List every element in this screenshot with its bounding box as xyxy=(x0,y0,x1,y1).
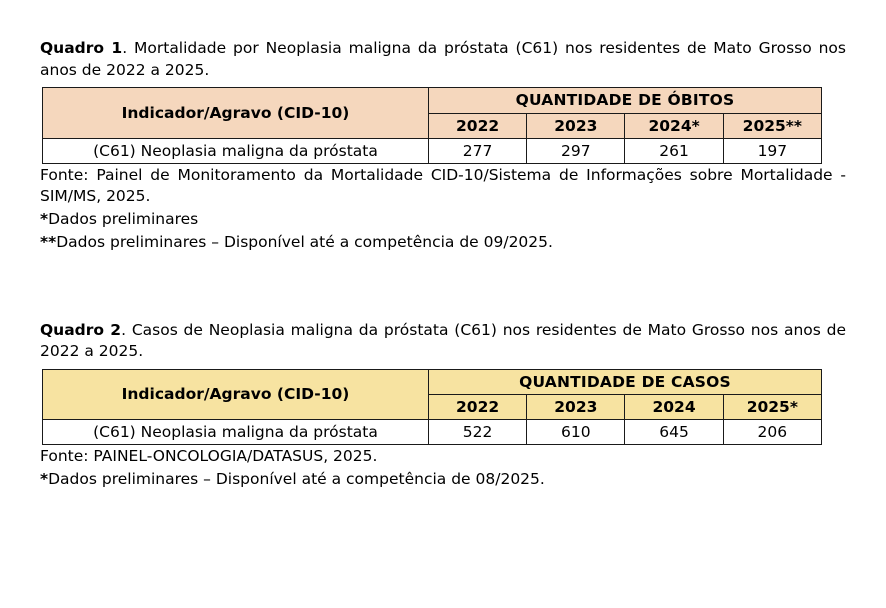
quadro-2-value-2022: 522 xyxy=(428,420,526,445)
quadro-2-table xyxy=(42,369,822,445)
quadro-2-year-2025: 2025* xyxy=(723,395,821,420)
quadro-2-year-2024: 2024 xyxy=(625,395,723,420)
quadro-1-value-2024: 261 xyxy=(625,138,723,163)
table-header-row xyxy=(43,88,822,113)
quadro-1-note-1-marker: * xyxy=(40,210,49,229)
quadro-1-source: Fonte: Painel de Monitoramento da Mortalidade CID-10/Sistema de Informações sobre Mortalidade - SIM/MS, 2025. xyxy=(40,165,846,206)
quadro-1-year-2025: 2025** xyxy=(723,113,821,138)
quadro-1-table xyxy=(42,87,822,163)
quadro-1-caption-text: . Mortalidade por Neoplasia maligna da próstata (C61) nos residentes de Mato Grosso nos anos de 2022 a 2025. xyxy=(40,39,846,79)
quadro-1-header-indicator: Indicador/Agravo (CID-10) xyxy=(43,88,429,138)
quadro-2-caption-label: Quadro 2 xyxy=(40,320,122,339)
quadro-1-note-2 xyxy=(40,232,846,254)
quadro-1-value-2025: 197 xyxy=(723,138,821,163)
quadro-1-block xyxy=(40,38,846,254)
quadro-2-value-2023: 610 xyxy=(527,420,625,445)
quadro-1-caption-label: Quadro 1 xyxy=(40,39,123,57)
quadro-1-row-label: (C61) Neoplasia maligna da próstata xyxy=(43,138,429,163)
quadro-2-year-2023: 2023 xyxy=(527,395,625,420)
table-row xyxy=(43,138,822,163)
quadro-2-year-2022: 2022 xyxy=(428,395,526,420)
quadro-2-value-2025: 206 xyxy=(723,420,821,445)
quadro-1-year-2022: 2022 xyxy=(428,113,526,138)
quadro-2-header-indicator: Indicador/Agravo (CID-10) xyxy=(43,369,429,419)
quadro-1-year-2024: 2024* xyxy=(625,113,723,138)
table-header-row xyxy=(43,369,822,394)
quadro-2-block xyxy=(40,320,846,491)
quadro-1-note-1 xyxy=(40,209,846,231)
quadro-2-row-label: (C61) Neoplasia maligna da próstata xyxy=(43,420,429,445)
quadro-1-caption xyxy=(40,38,846,81)
quadro-2-caption-text: . Casos de Neoplasia maligna da próstata (C61) nos residentes de Mato Grosso nos anos de 2022 a 2025. xyxy=(40,320,846,361)
quadro-1-year-2023: 2023 xyxy=(527,113,625,138)
quadro-1-value-2022: 277 xyxy=(428,138,526,163)
quadro-1-header-span: QUANTIDADE DE ÓBITOS xyxy=(428,88,821,113)
quadro-1-note-1-text: Dados preliminares xyxy=(48,210,199,229)
quadro-2-note-1 xyxy=(40,469,846,491)
quadro-2-header-span: QUANTIDADE DE CASOS xyxy=(428,369,821,394)
quadro-2-note-1-text: Dados preliminares – Disponível até a competência de 08/2025. xyxy=(48,470,545,489)
quadro-2-caption xyxy=(40,320,846,363)
quadro-1-note-2-text: Dados preliminares – Disponível até a competência de 09/2025. xyxy=(56,232,553,251)
table-row xyxy=(43,420,822,445)
quadro-2-note-1-marker: * xyxy=(40,470,49,489)
quadro-2-value-2024: 645 xyxy=(625,420,723,445)
quadro-2-source: Fonte: PAINEL-ONCOLOGIA/DATASUS, 2025. xyxy=(40,447,378,466)
quadro-1-note-2-marker: ** xyxy=(40,232,57,251)
quadro-1-value-2023: 297 xyxy=(527,138,625,163)
